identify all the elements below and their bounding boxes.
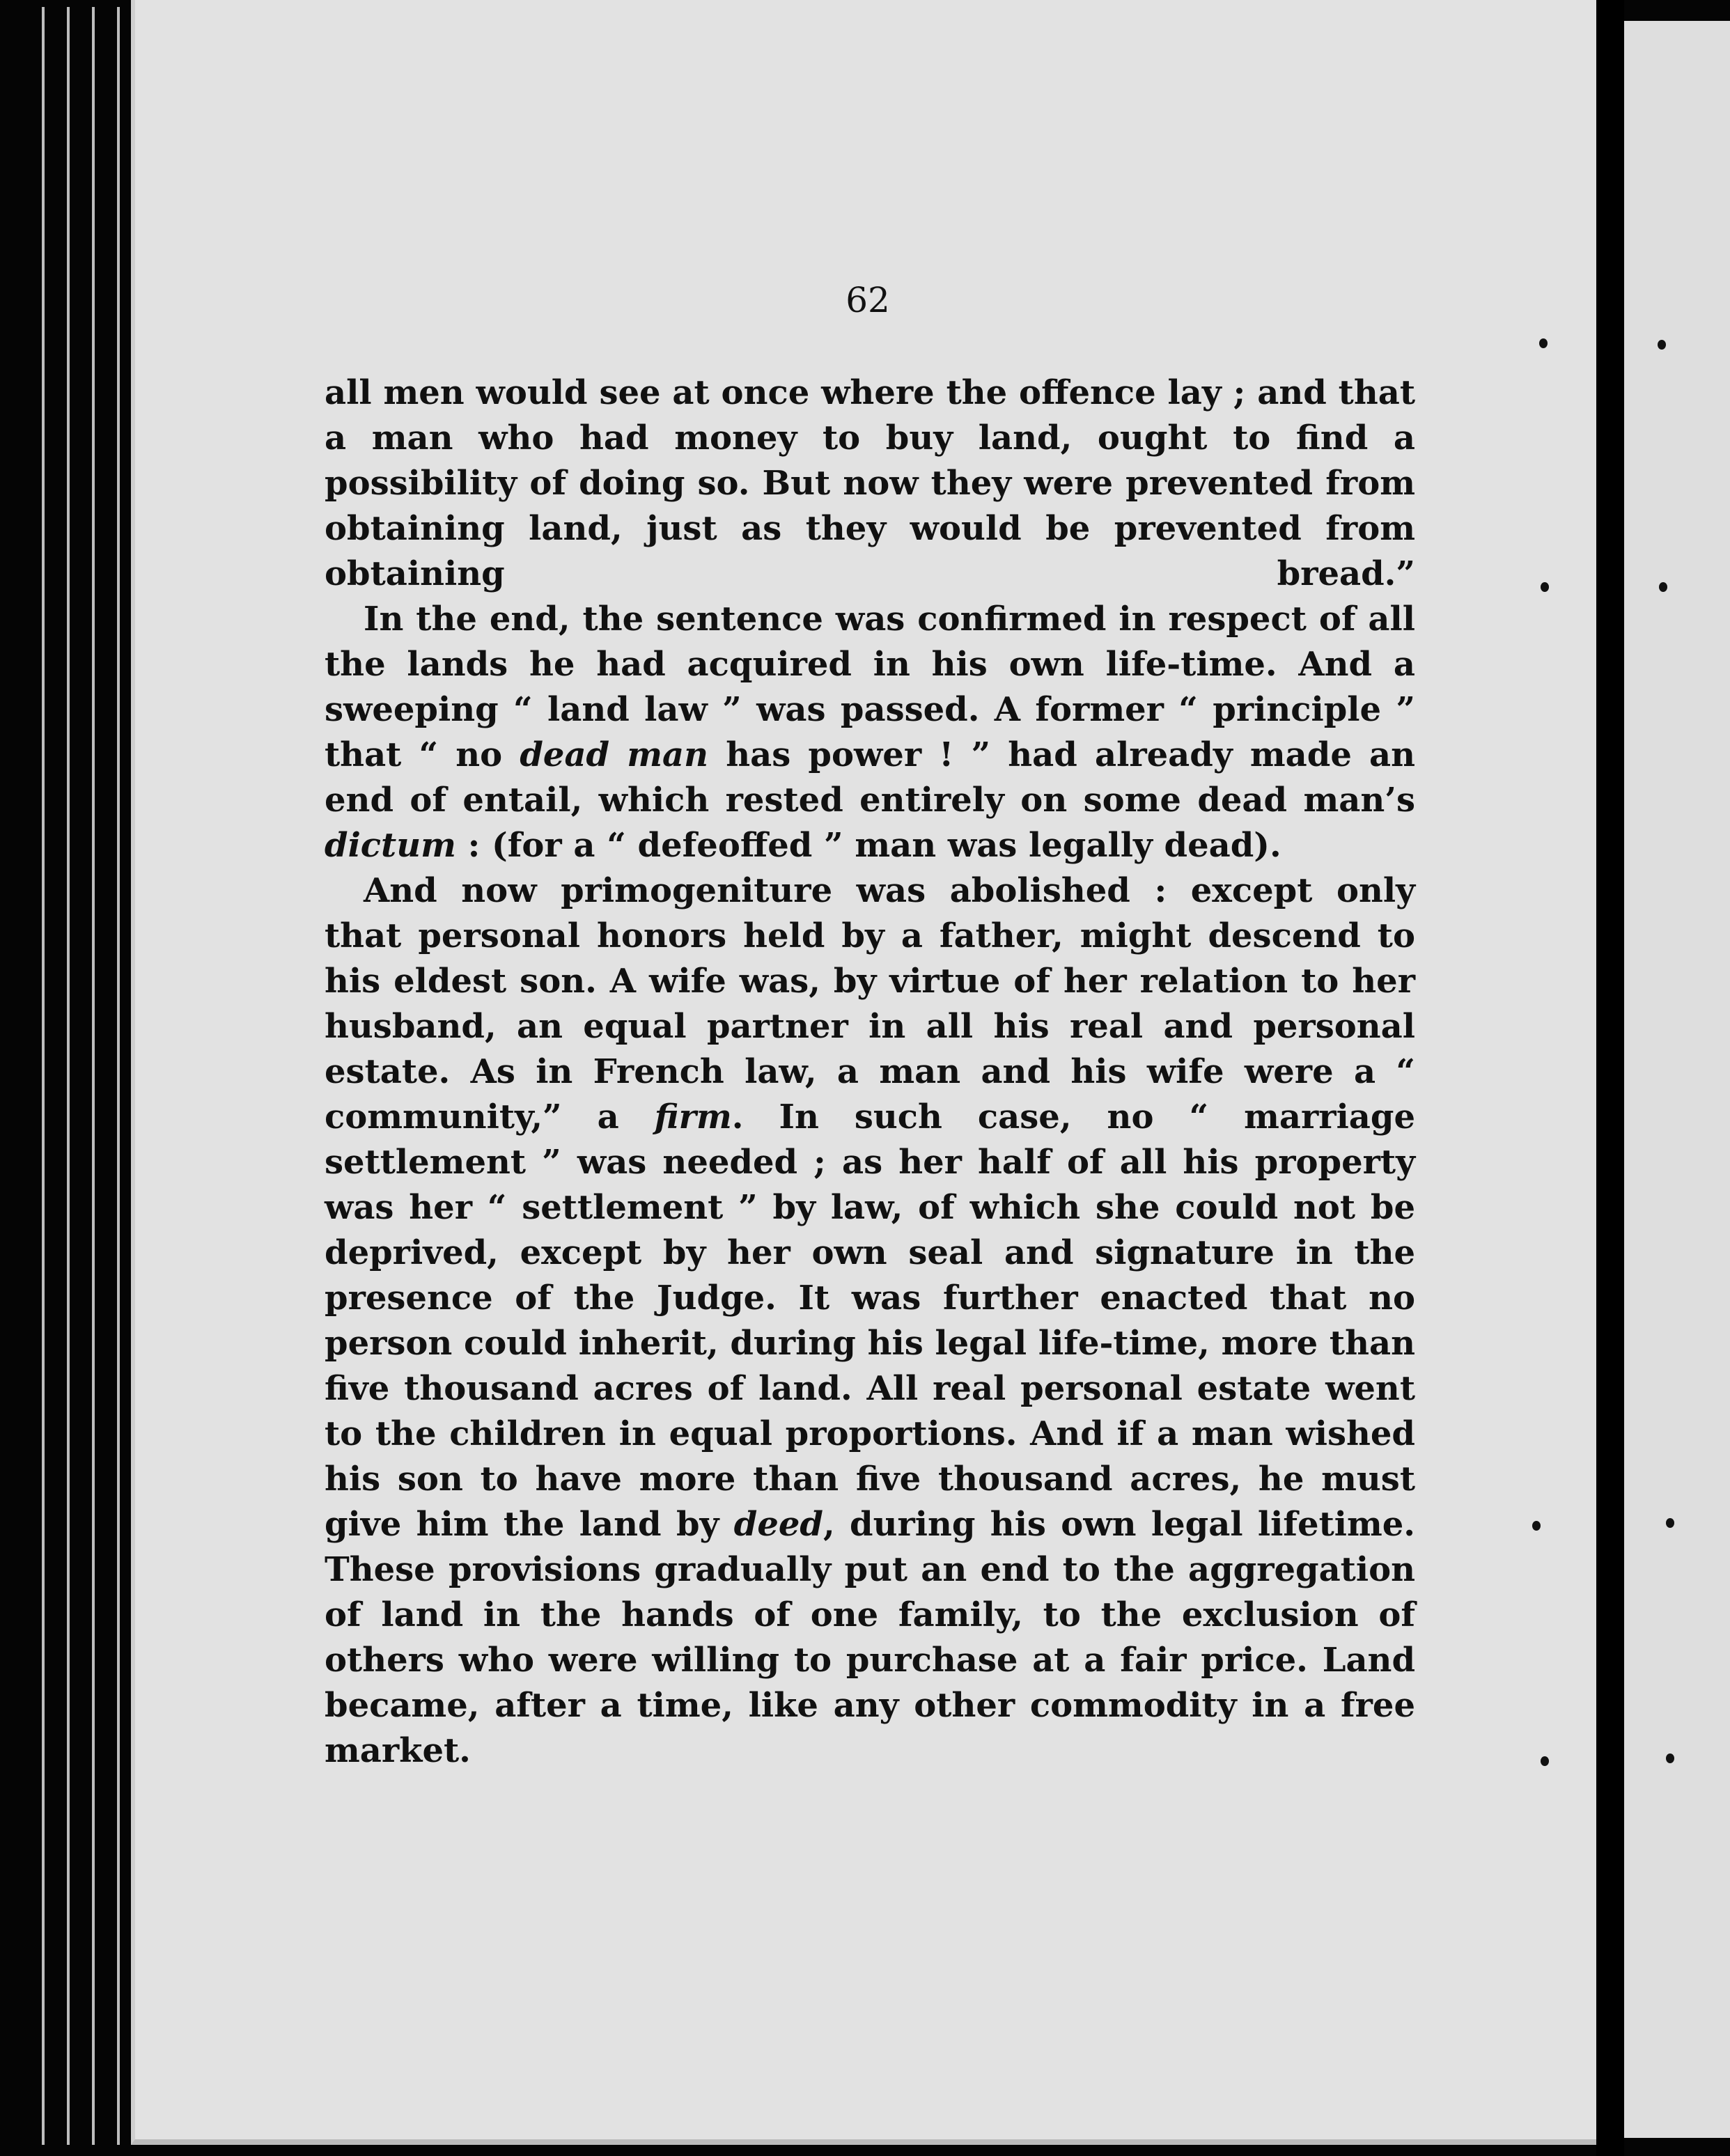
page-edge-line (92, 7, 95, 2145)
page-number: 62 (845, 280, 890, 320)
adjacent-page-sliver (1624, 21, 1730, 2138)
paragraph-3-part-3: . In such case, no “ marriage settlement ” was needed ; as her half of all his property was her “ settlement ” by law, of which she could not be deprived, except by her own seal and signature in the presence of the Judge. It was further enacted that no person could inherit, during his legal life-time, more than five thousand acres of land. All real personal estate went to the children in equal proportions. And if a man wished his son to have more than five thousand acres, he must give him the land by (325, 1097, 1415, 1544)
paragraph-3-part-5: , during his own legal lifetime. These provisions gradually put an end to the aggregation of land in the hands of one family, to the exclusion of others who were willing to purchase at a fair price. Land became, after a time, like any other commodity in a free market. (325, 1505, 1416, 1770)
paragraph-2-part-1: In the end, the sentence was confirmed in respect of all the lands he had acquired in his own life-time. And a sweeping “ land law ” was passed. A former “ principle ” that “ no (325, 600, 1415, 774)
scan-speck (1541, 582, 1549, 592)
page-edge-line (67, 7, 70, 2145)
scan-speck (1539, 338, 1548, 348)
paragraph-1 (325, 370, 1415, 597)
italic-dead-man: dead man (520, 735, 709, 774)
scan-speck (1532, 1521, 1541, 1531)
paragraph-2-part-5: : (for a “ defeoffed ” man was legally dead). (455, 826, 1281, 865)
scan-speck (1658, 340, 1666, 350)
paragraph-3-part-1: And now primogeniture was abolished : except only that personal honors held by a father, might descend to his eldest son. A wife was, by virtue of her relation to her husband, an equal partner in all his real and personal estate. As in French law, a man and his wife were a “ community,” a (325, 871, 1415, 1136)
italic-dictum: dictum (325, 826, 456, 865)
body-text (325, 370, 1415, 1774)
book-page (131, 0, 1596, 2145)
page-gutter (1596, 0, 1624, 2156)
scan-speck (1659, 582, 1667, 592)
paragraph-2-part-3: has power ! ” had already made an end of entail, which rested entirely on some dead man’s (325, 735, 1416, 820)
scan-speck (1666, 1518, 1674, 1528)
page-edge-line (42, 7, 45, 2145)
scan-speck (1541, 1756, 1549, 1766)
paragraph-3 (325, 868, 1415, 1774)
paragraph-1-text: all men would see at once where the offence lay ; and that a man who had money to buy land, ought to find a possibility of doing so. But now they were prevented from obtaining land, just as they would be prevented from obtaining bread.” (325, 373, 1415, 593)
italic-deed: deed (733, 1505, 823, 1544)
scan-speck (1666, 1753, 1674, 1763)
page-edge-line (117, 7, 120, 2145)
paragraph-2 (325, 597, 1415, 868)
italic-firm: firm (654, 1097, 732, 1136)
